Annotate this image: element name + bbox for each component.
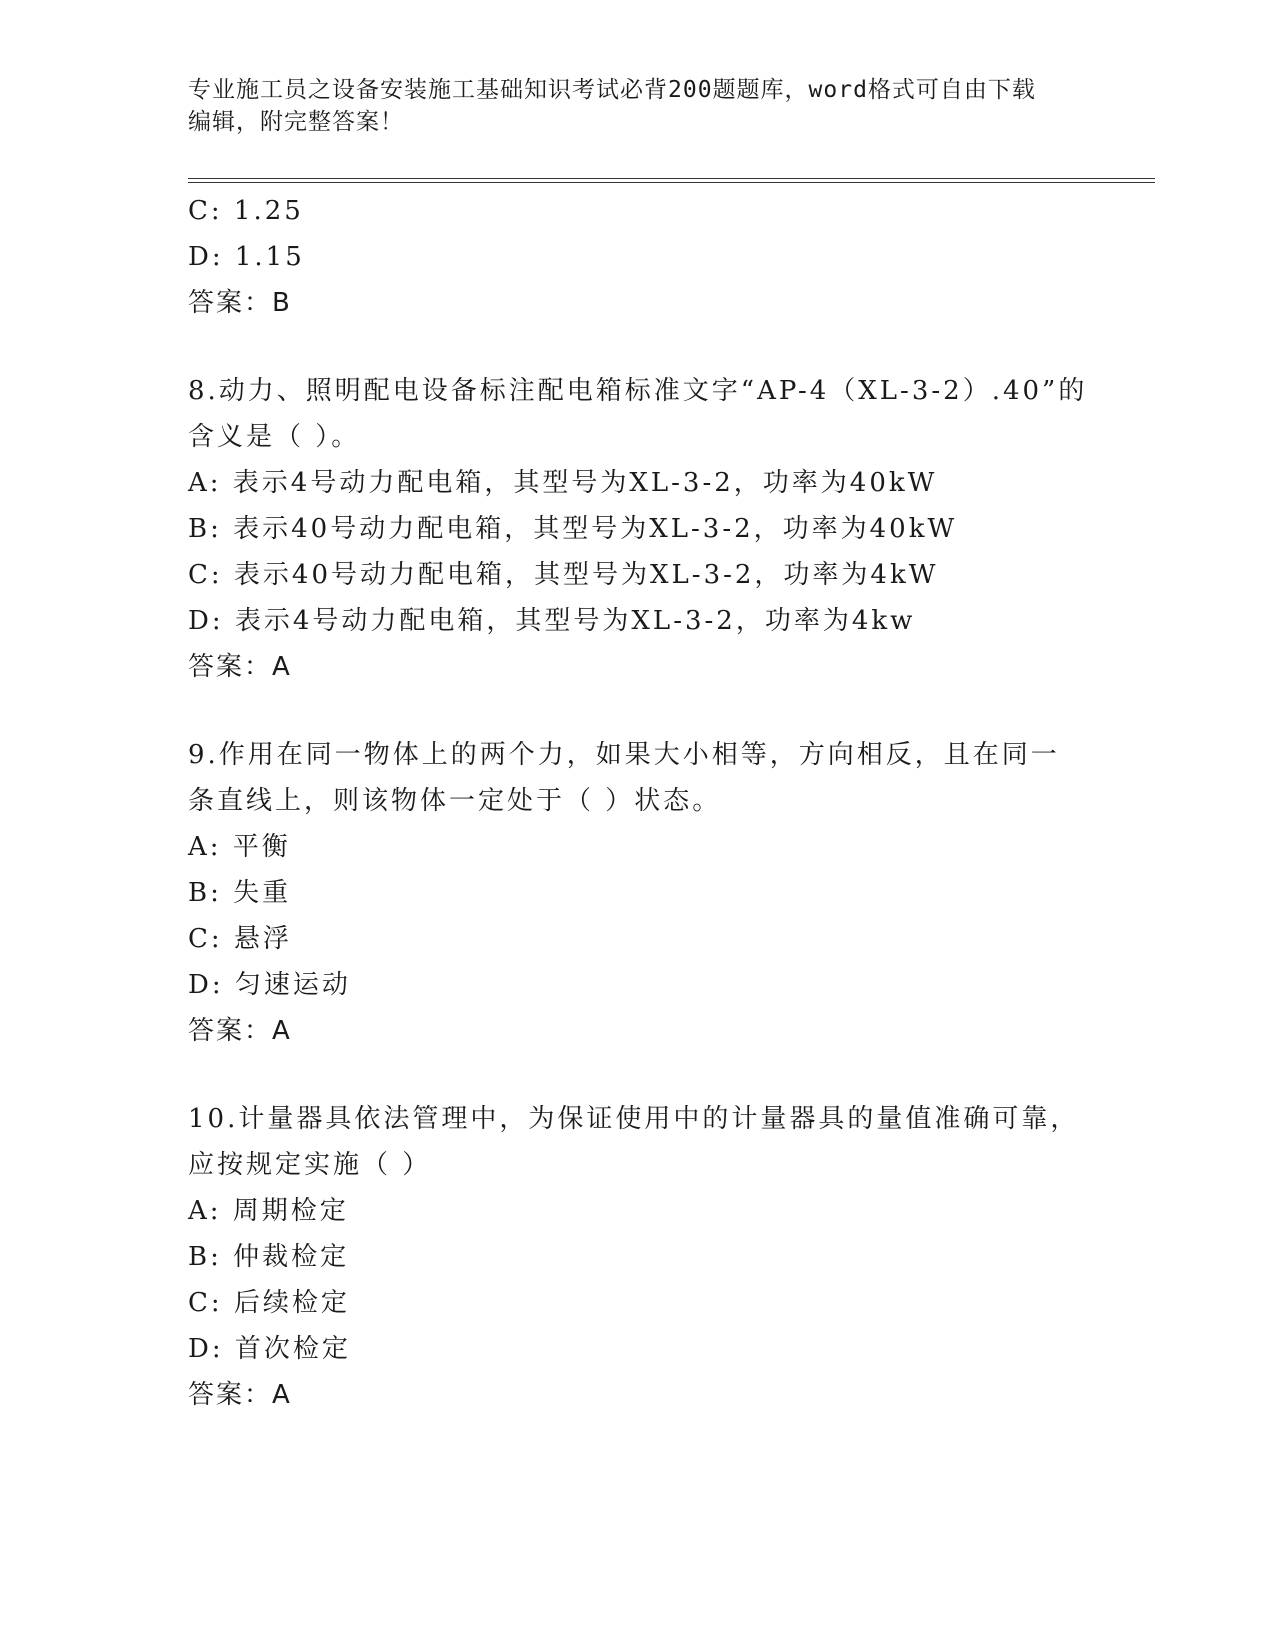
q8-option-c: C: 表示40号动力配电箱，其型号为XL-3-2，功率为4kW	[188, 560, 939, 590]
q9-option-b: B: 失重	[188, 878, 292, 908]
q9-answer: 答案：A	[188, 1016, 292, 1046]
q8-option-a: A: 表示4号动力配电箱，其型号为XL-3-2，功率为40kW	[188, 468, 938, 498]
q8-option-b: B: 表示40号动力配电箱，其型号为XL-3-2，功率为40kW	[188, 514, 958, 544]
q7-option-d: D: 1.15	[188, 242, 305, 272]
q7-answer: 答案：B	[188, 288, 292, 318]
question-7-tail	[188, 188, 1088, 326]
spacer	[188, 690, 1088, 732]
q9-stem-line-1: 9.作用在同一物体上的两个力，如果大小相等，方向相反，且在同一	[188, 740, 1060, 770]
header-title-line-1: 专业施工员之设备安装施工基础知识考试必背200题题库，word格式可自由下载	[188, 77, 1036, 103]
q10-stem-line-1: 10.计量器具依法管理中，为保证使用中的计量器具的量值准确可靠，	[188, 1104, 1080, 1134]
q10-stem-line-2: 应按规定实施（ ）	[188, 1150, 432, 1180]
q8-stem-line-2: 含义是（ ）。	[188, 422, 361, 452]
question-8	[188, 368, 1088, 690]
q7-option-c: C: 1.25	[188, 196, 304, 226]
document-header	[188, 74, 1068, 138]
header-title-line-2: 编辑，附完整答案！	[188, 109, 404, 135]
header-divider	[188, 178, 1155, 183]
q10-option-c: C: 后续检定	[188, 1288, 350, 1318]
q9-option-d: D: 匀速运动	[188, 970, 351, 1000]
q9-stem-line-2: 条直线上，则该物体一定处于（ ）状态。	[188, 786, 722, 816]
question-10	[188, 1096, 1088, 1418]
q8-stem-line-1: 8.动力、照明配电设备标注配电箱标准文字“AP-4（XL-3-2）.40”的	[188, 376, 1088, 406]
question-9	[188, 732, 1088, 1054]
q9-option-a: A: 平衡	[188, 832, 291, 862]
spacer	[188, 1054, 1088, 1096]
q9-option-c: C: 悬浮	[188, 924, 292, 954]
spacer	[188, 326, 1088, 368]
q10-answer: 答案：A	[188, 1380, 292, 1410]
q10-option-d: D: 首次检定	[188, 1334, 351, 1364]
q10-option-a: A: 周期检定	[188, 1196, 349, 1226]
q10-option-b: B: 仲裁检定	[188, 1242, 350, 1272]
document-content	[188, 188, 1088, 1418]
q8-option-d: D: 表示4号动力配电箱，其型号为XL-3-2，功率为4kw	[188, 606, 916, 636]
q8-answer: 答案：A	[188, 652, 292, 682]
